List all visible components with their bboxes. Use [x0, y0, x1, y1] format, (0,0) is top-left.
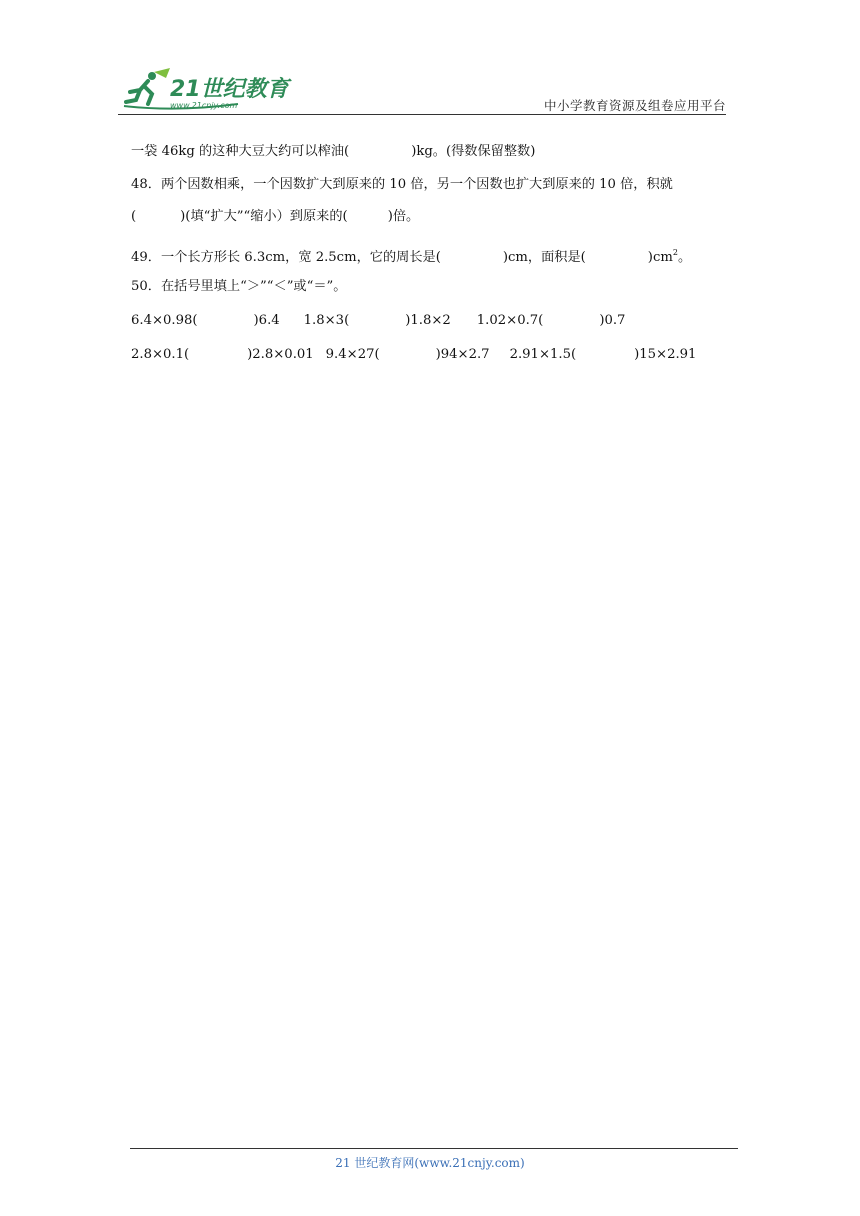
footer-rule	[130, 1148, 738, 1149]
question-47-tail: 一袋 46kg 的这种大豆大约可以榨油( )kg。(得数保留整数)	[131, 144, 536, 159]
platform-title: 中小学教育资源及组卷应用平台	[543, 98, 726, 113]
question-50: 50．在括号里填上“＞”“＜”或“＝”。	[131, 279, 347, 294]
svg-text:www.21cnjy.com: www.21cnjy.com	[170, 101, 238, 110]
compare-row-1: 6.4×0.98( )6.4 1.8×3( )1.8×2 1.02×0.7( )0.7	[131, 313, 626, 328]
footer-link[interactable]: 21 世纪教育网(www.21cnjy.com)	[335, 1156, 525, 1170]
page-header	[118, 66, 726, 114]
header-rule	[118, 114, 726, 115]
question-48-line2: ( )(填“扩大”“缩小）到原来的( )倍。	[131, 209, 420, 224]
compare-row-2: 2.8×0.1( )2.8×0.01 9.4×27( )94×2.7 2.91×1.5( )15×2.91	[131, 347, 697, 362]
svg-text:21世纪教育: 21世纪教育	[170, 77, 289, 102]
21cnjy-logo	[118, 66, 298, 112]
question-49: 49．一个长方形长 6.3cm，宽 2.5cm，它的周长是( )cm，面积是( )$cm^2$。	[131, 248, 692, 265]
question-48-line1: 48．两个因数相乘，一个因数扩大到原来的 10 倍，另一个因数也扩大到原来的 10 倍，积就	[131, 177, 673, 192]
